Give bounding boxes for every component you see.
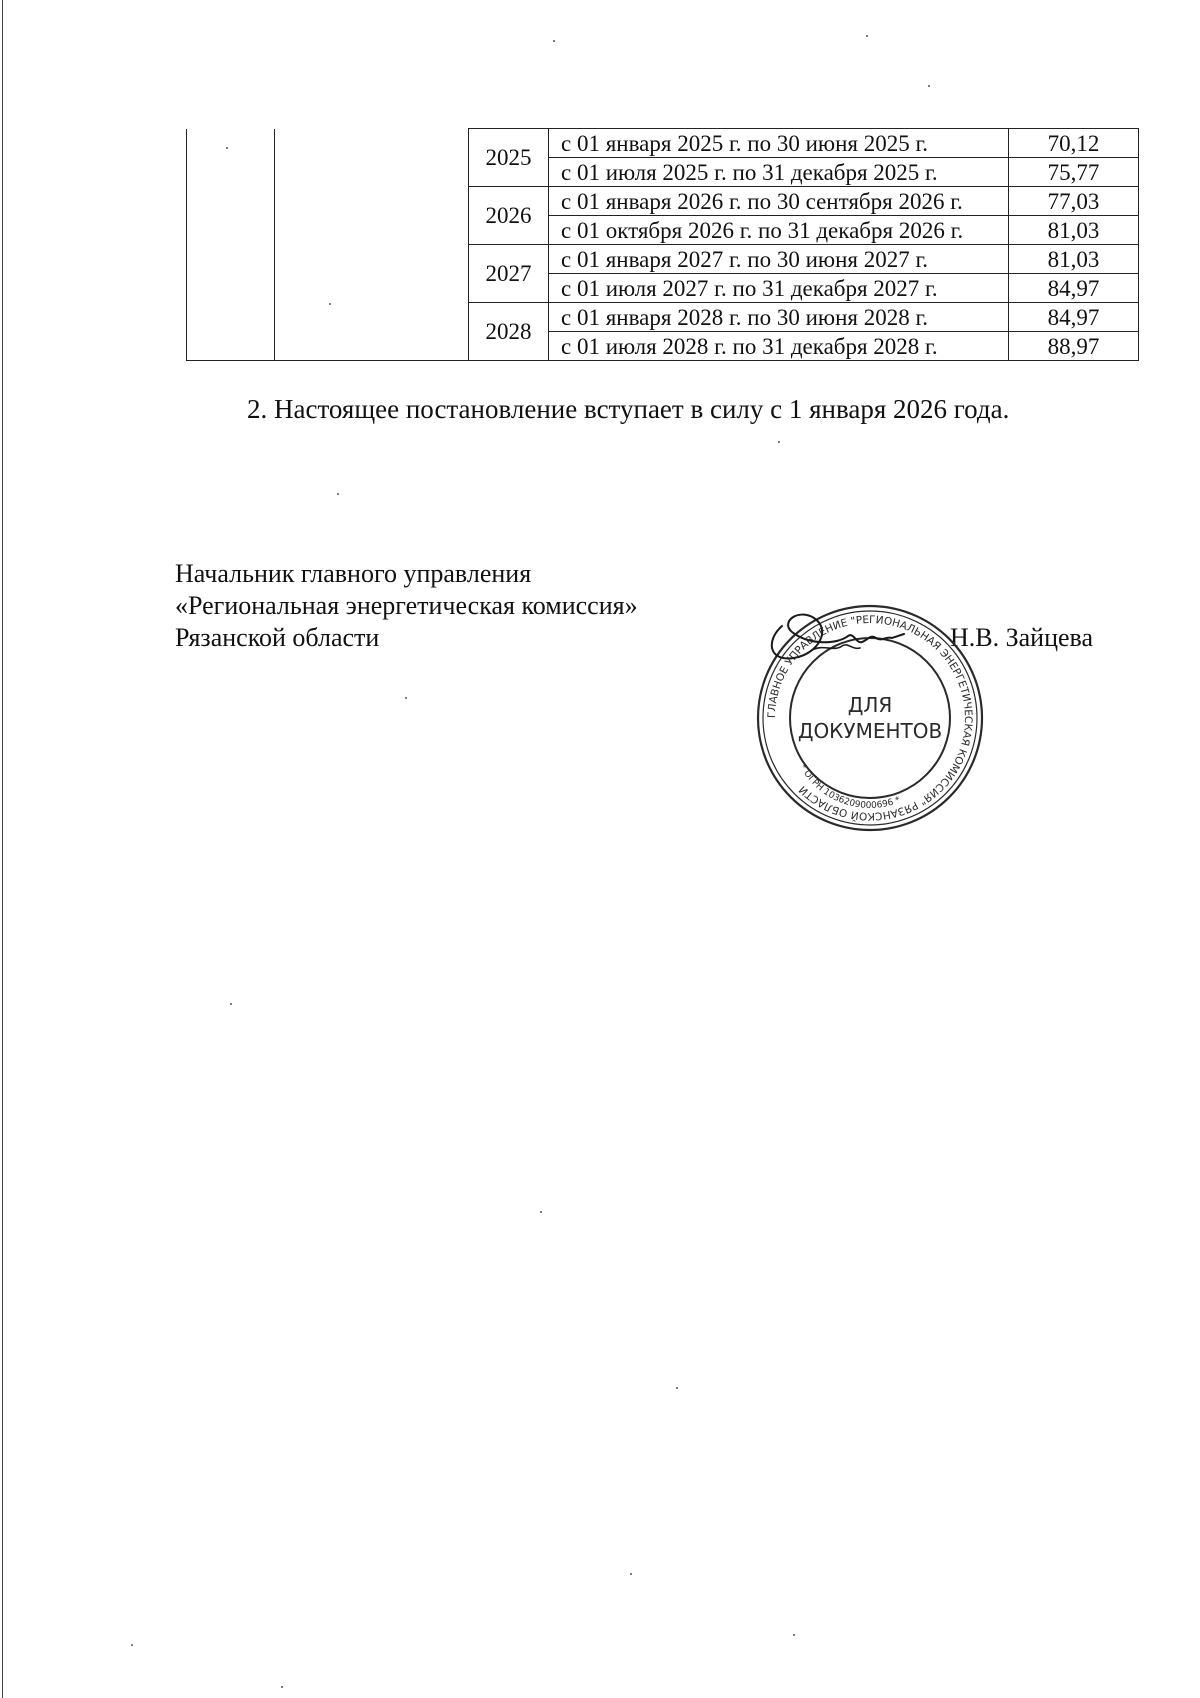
scan-speck xyxy=(337,493,339,495)
seal-center-text: ДОКУМЕНТОВ xyxy=(797,719,943,743)
position-line: Рязанской области xyxy=(175,623,380,652)
scan-speck xyxy=(866,35,868,37)
table-row xyxy=(187,129,1139,158)
scan-speck xyxy=(778,441,780,443)
seal-ring-textpath: ГЛАВНОЕ УПРАВЛЕНИЕ "РЕГИОНАЛЬНАЯ ЭНЕРГЕТИЧЕСКАЯ КОМИССИЯ" РЯЗАНСКОЙ ОБЛАСТИ xyxy=(765,613,975,823)
year-cell: 2028 xyxy=(469,303,549,361)
period-cell: с 01 января 2026 г. по 30 сентября 2026 г. xyxy=(549,187,1009,216)
value-cell: 75,77 xyxy=(1009,158,1139,187)
value-cell: 84,97 xyxy=(1009,303,1139,332)
seal-center-text: ДЛЯ xyxy=(847,693,893,717)
value-cell: 70,12 xyxy=(1009,129,1139,158)
scan-speck xyxy=(793,1634,795,1636)
period-cell: с 01 января 2027 г. по 30 июня 2027 г. xyxy=(549,245,1009,274)
year-cell: 2026 xyxy=(469,187,549,245)
signatory-position xyxy=(175,558,638,654)
period-cell: с 01 января 2028 г. по 30 июня 2028 г. xyxy=(549,303,1009,332)
scan-speck xyxy=(230,1003,232,1005)
signer-name: Н.В. Зайцева xyxy=(950,623,1094,652)
clause-paragraph: 2. Настоящее постановление вступает в силу с 1 января 2026 года. xyxy=(247,394,1010,424)
scan-speck xyxy=(281,1686,283,1688)
scan-speck xyxy=(928,85,930,87)
official-seal xyxy=(752,600,988,836)
scan-speck xyxy=(540,1211,542,1213)
blank-column-cell xyxy=(275,129,469,361)
scan-speck xyxy=(676,1387,678,1389)
seal-outer-ring xyxy=(758,606,982,830)
value-cell: 81,03 xyxy=(1009,216,1139,245)
position-line: «Региональная энергетическая комиссия» xyxy=(175,591,638,620)
seal-inner-ring xyxy=(790,638,950,798)
seal-ogrn-textpath: * ОГРН 1036209000696 * xyxy=(797,762,902,812)
period-cell: с 01 июля 2025 г. по 31 декабря 2025 г. xyxy=(549,158,1009,187)
scan-speck xyxy=(131,1644,133,1646)
period-cell: с 01 июля 2027 г. по 31 декабря 2027 г. xyxy=(549,274,1009,303)
period-cell: с 01 июля 2028 г. по 31 декабря 2028 г. xyxy=(549,332,1009,361)
scan-speck xyxy=(553,40,555,42)
year-cell: 2027 xyxy=(469,245,549,303)
value-cell: 88,97 xyxy=(1009,332,1139,361)
value-cell: 77,03 xyxy=(1009,187,1139,216)
value-cell: 84,97 xyxy=(1009,274,1139,303)
period-cell: с 01 октября 2026 г. по 31 декабря 2026 г. xyxy=(549,216,1009,245)
scan-speck xyxy=(405,697,407,699)
page-edge-line xyxy=(2,0,3,1698)
year-cell: 2025 xyxy=(469,129,549,187)
blank-column-cell xyxy=(187,129,275,361)
value-cell: 81,03 xyxy=(1009,245,1139,274)
position-line: Начальник главного управления xyxy=(175,559,532,588)
scan-speck xyxy=(630,1573,632,1575)
tariff-table xyxy=(186,128,1139,361)
period-cell: с 01 января 2025 г. по 30 июня 2025 г. xyxy=(549,129,1009,158)
seal-outer-ring xyxy=(763,611,977,825)
